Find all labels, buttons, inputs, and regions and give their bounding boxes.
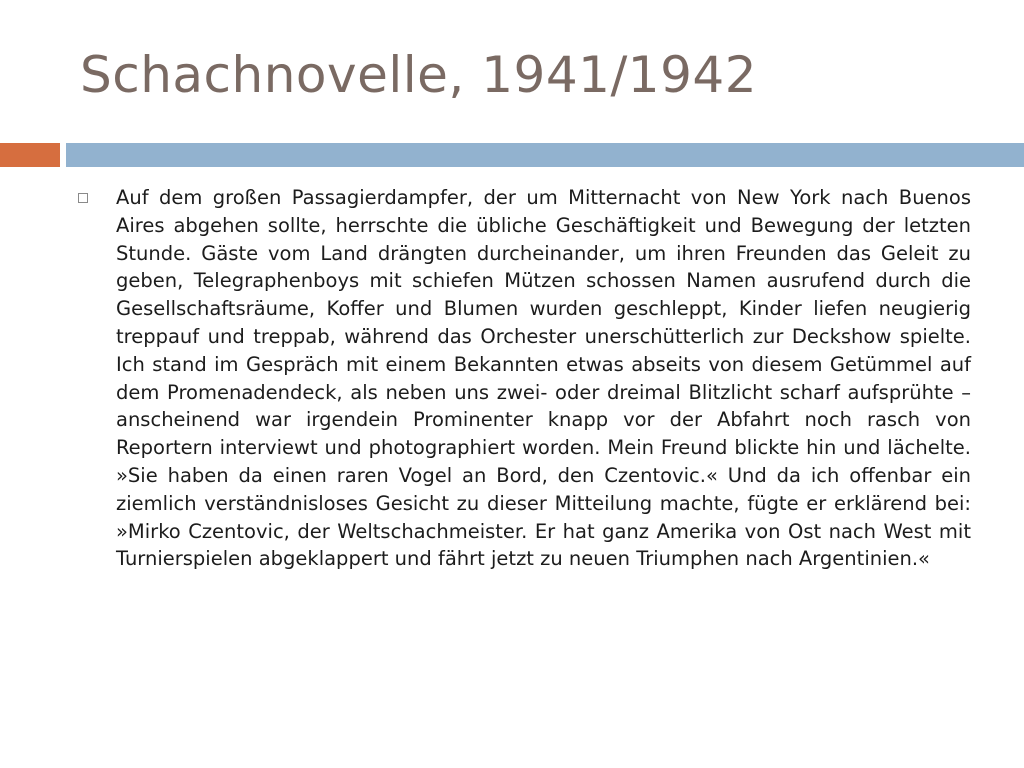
slide-content bbox=[78, 184, 971, 573]
bullet-text: Auf dem großen Passagierdampfer, der um Mitternacht von New York nach Buenos Aires abgehen sollte, herrschte die übliche Geschäftigkeit und Bewegung der letzten Stunde. Gäste vom Land drängten durcheinander, um ihren Freunden das Geleit zu geben, Telegraphenboys mit schiefen Mützen schossen Namen ausrufend durch die Gesellschaftsräume, Koffer und Blumen wurden geschleppt, Kinder liefen neugierig treppauf und treppab, während das Orchester unerschütterlich zur Deckshow spielte. Ich stand im Gespräch mit einem Bekannten etwas abseits von diesem Getümmel auf dem Promenadendeck, als neben uns zwei- oder dreimal Blitzlicht scharf aufsprühte – anscheinend war irgendein Prominenter knapp vor der Abfahrt noch rasch von Reportern interviewt und photographiert worden. Mein Freund blickte hin und lächelte. »Sie haben da einen raren Vogel an Bord, den Czentovic.« Und da ich offenbar ein ziemlich verständnisloses Gesicht zu dieser Mitteilung machte, fügte er erklärend bei: »Mirko Czentovic, der Weltschachmeister. Er hat ganz Amerika von Ost nach West mit Turnierspielen abgeklappert und fährt jetzt zu neuen Triumphen nach Argentinien.« bbox=[116, 186, 971, 571]
hollow-square-bullet-icon bbox=[78, 193, 88, 203]
slide-title: Schachnovelle, 1941/1942 bbox=[80, 46, 758, 104]
bullet-item bbox=[78, 184, 971, 573]
accent-bar-orange bbox=[0, 143, 60, 167]
accent-bar-blue bbox=[66, 143, 1024, 167]
